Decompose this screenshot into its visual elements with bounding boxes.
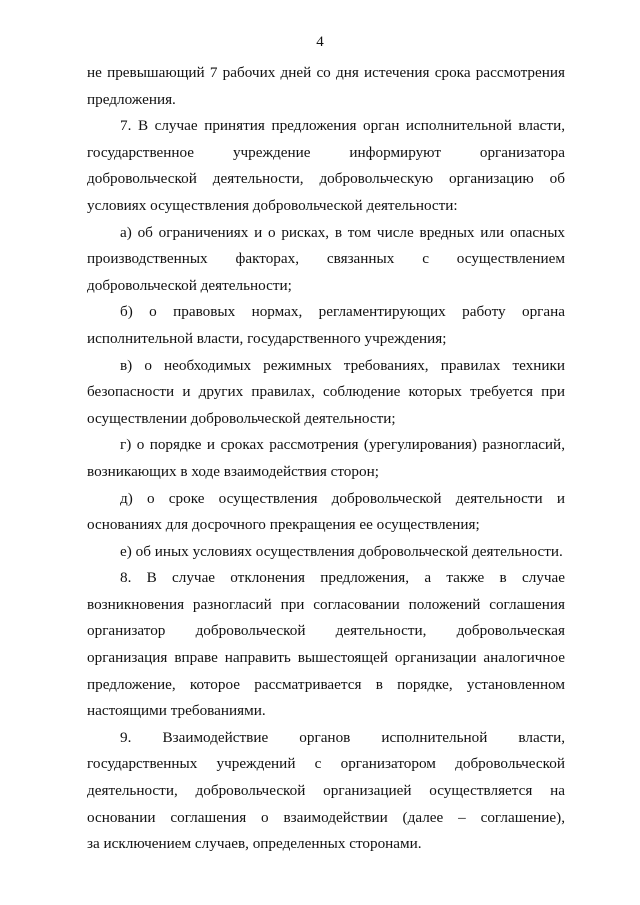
paragraph-p0 (87, 60, 565, 113)
paragraph-line: возникающих в ходе взаимодействия сторон; (87, 462, 379, 480)
paragraph-p7d (87, 432, 565, 485)
paragraph-line: производственных факторах, связанных с осуществлением (87, 250, 565, 268)
paragraph-line: безопасности и других правилах, соблюдение которых требуется при (87, 383, 565, 401)
paragraph-line: организатор добровольческой деятельности, добровольческая (87, 622, 565, 640)
paragraph-line: предложения. (87, 90, 176, 108)
paragraph-line: б) о правовых нормах, регламентирующих работу органа (120, 303, 565, 321)
paragraph-p9 (87, 725, 565, 858)
paragraph-line: настоящими требованиями. (87, 702, 266, 720)
paragraph-line: добровольческой деятельности; (87, 276, 292, 294)
paragraph-line: исполнительной власти, государственного учреждения; (87, 329, 447, 347)
paragraph-line: за исключением случаев, определенных сторонами. (87, 835, 422, 853)
paragraph-line: 8. В случае отклонения предложения, а также в случае (120, 569, 565, 587)
paragraph-line: основании соглашения о взаимодействии (далее – соглашение), (87, 808, 565, 826)
paragraph-line: д) о сроке осуществления добровольческой деятельности и (120, 489, 565, 507)
paragraph-line: не превышающий 7 рабочих дней со дня истечения срока рассмотрения (87, 64, 565, 81)
paragraph-line: основаниях для досрочного прекращения ее осуществления; (87, 516, 480, 534)
paragraph-p7 (87, 113, 565, 219)
paragraph-line: осуществлении добровольческой деятельности; (87, 409, 396, 427)
page-number: 4 (316, 34, 324, 50)
paragraph-line: деятельности, добровольческой организацией осуществляется на (87, 782, 565, 800)
paragraph-p7f (87, 539, 565, 566)
paragraph-p7a (87, 220, 565, 300)
paragraph-line: организация вправе направить вышестоящей организации аналогичное (87, 649, 565, 667)
document-body (87, 60, 565, 858)
paragraph-line: а) об ограничениях и о рисках, в том числе вредных или опасных (120, 223, 565, 241)
paragraph-line: возникновения разногласий при согласовании положений соглашения (87, 595, 565, 613)
paragraph-line: 7. В случае принятия предложения орган исполнительной власти, (120, 117, 565, 135)
paragraph-p8 (87, 565, 565, 725)
paragraph-p7e (87, 486, 565, 539)
paragraph-line: 9. Взаимодействие органов исполнительной власти, (120, 728, 565, 746)
paragraph-line: предложение, которое рассматривается в порядке, установленном (87, 675, 565, 693)
paragraph-line: государственных учреждений с организатором добровольческой (87, 755, 565, 773)
paragraph-line: г) о порядке и сроках рассмотрения (урегулирования) разногласий, (120, 436, 565, 454)
paragraph-line: условиях осуществления добровольческой деятельности: (87, 196, 458, 214)
paragraph-line: государственное учреждение информируют организатора (87, 143, 565, 161)
paragraph-line: в) о необходимых режимных требованиях, правилах техники (120, 356, 565, 374)
paragraph-p7c (87, 353, 565, 433)
paragraph-line: добровольческой деятельности, добровольческую организацию об (87, 170, 565, 188)
paragraph-line: е) об иных условиях осуществления добровольческой деятельности. (120, 542, 563, 560)
paragraph-p7b (87, 299, 565, 352)
